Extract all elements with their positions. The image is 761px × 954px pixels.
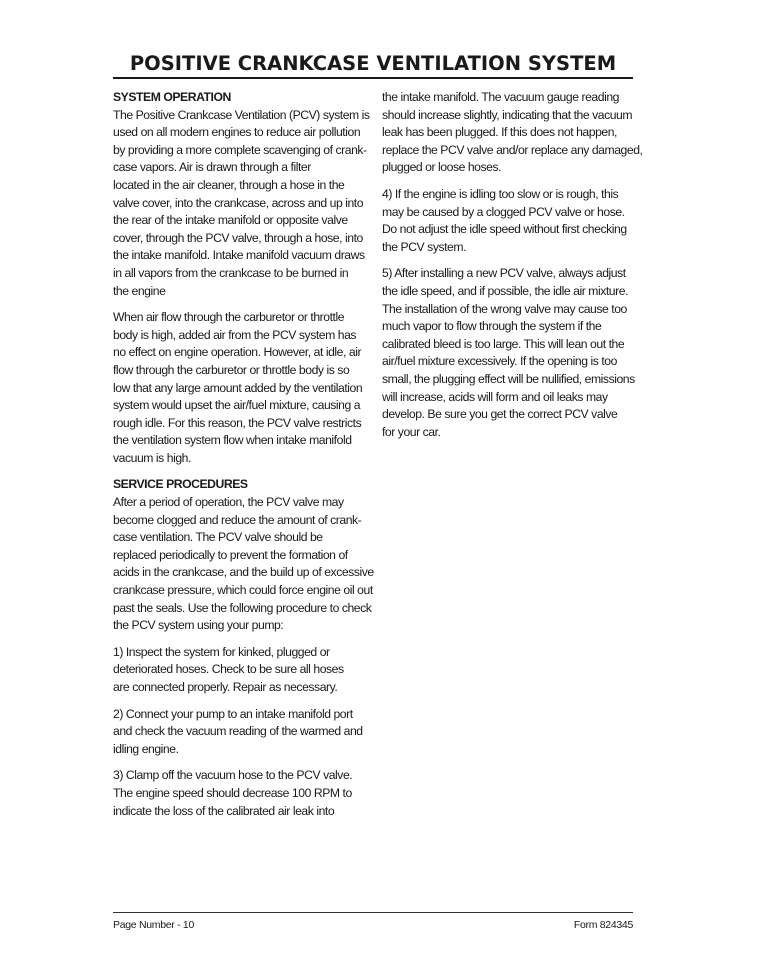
text-line: the engine (113, 283, 166, 298)
text-line: body is high, added air from the PCV system has (113, 327, 357, 342)
step-2 (113, 706, 363, 759)
text-line: indicate the loss of the calibrated air leak into (113, 803, 335, 818)
text-line: air/fuel mixture excessively. If the opening is too (382, 354, 617, 369)
text-line: are connected properly. Repair as necessary. (113, 680, 338, 694)
text-line: in all vapors from the crankcase to be burned in (113, 265, 349, 280)
text-line: After a period of operation, the PCV valve may (113, 495, 344, 510)
page-title: POSITIVE CRANKCASE VENTILATION SYSTEM (129, 52, 617, 75)
text-line: rough idle. For this reason, the PCV valve restricts (113, 415, 362, 430)
text-line: The engine speed should decrease 100 RPM to (113, 785, 352, 800)
text-line: located in the air cleaner, through a hose in the (113, 177, 345, 192)
text-line: 2) Connect your pump to an intake manifold port (113, 706, 353, 721)
text-line: idling engine. (113, 741, 179, 756)
paragraph-service-intro (113, 494, 374, 635)
text-line: Do not adjust the idle speed without first checking (382, 222, 627, 237)
title-rule (113, 77, 633, 79)
step-3 (113, 767, 363, 820)
text-line: valve cover, into the crankcase, across and up into (113, 195, 364, 210)
text-line: past the seals. Use the following procedure to check (113, 600, 372, 615)
text-line: The Positive Crankcase Ventilation (PCV) system is (113, 107, 370, 122)
text-line: plugged or loose hoses. (382, 160, 502, 175)
heading-service-procedures: SERVICE PROCEDURES (113, 477, 248, 492)
text-line: The installation of the wrong valve may cause too (382, 301, 627, 316)
text-line: case vapors. Air is drawn through a filter (113, 160, 311, 175)
text-line: the rear of the intake manifold or opposite valve (113, 213, 348, 228)
text-line: the PCV system using your pump: (113, 618, 284, 633)
text-line: leak has been plugged. If this does not happen, (382, 125, 617, 140)
text-line: by providing a more complete scavenging of crank- (113, 142, 367, 157)
step-5 (382, 265, 634, 441)
right-column (382, 89, 643, 450)
text-line: the PCV system. (382, 239, 467, 254)
text-line: small, the plugging effect will be nullified, emissions (382, 371, 635, 386)
text-line: cover, through the PCV valve, through a hose, into (113, 230, 363, 245)
footer-rule (113, 912, 633, 913)
text-line: no effect on engine operation. However, at idle, air (113, 345, 362, 360)
text-line: may be caused by a clogged PCV valve or hose. (382, 204, 625, 219)
text-line: develop. Be sure you get the correct PCV valve (382, 407, 618, 422)
text-line: will increase, acids will form and oil leaks may (382, 389, 608, 404)
text-line: become clogged and reduce the amount of crank- (113, 512, 362, 527)
paragraph-operation-1 (113, 107, 370, 301)
text-line: much vapor to flow through the system if the (382, 319, 602, 334)
heading-system-operation: SYSTEM OPERATION (113, 90, 231, 104)
text-line: 5) After installing a new PCV valve, always adjust (382, 266, 626, 281)
step-1 (113, 644, 363, 697)
text-line: replace the PCV valve and/or replace any damaged, (382, 142, 643, 157)
text-line: 4) If the engine is idling too slow or is rough, this (382, 186, 619, 201)
page-number: Page Number - 10 (113, 919, 194, 931)
text-line: the idle speed, and if possible, the idle air mixture. (382, 283, 629, 298)
text-line: flow through the carburetor or throttle body is so (113, 362, 350, 377)
text-line: calibrated bleed is too large. This will lean out the (382, 336, 625, 351)
step-4 (382, 186, 634, 256)
text-line: system would upset the air/fuel mixture, causing a (113, 398, 361, 413)
left-column (113, 89, 374, 829)
text-line: acids in the crankcase, and the build up of excessive (113, 565, 374, 580)
text-line: 1) Inspect the system for kinked, plugged or (113, 644, 330, 659)
text-line: crankcase pressure, which could force engine oil out (113, 583, 373, 598)
text-line: should increase slightly, indicating that the vacuum (382, 107, 633, 122)
text-line: and check the vacuum reading of the warmed and (113, 724, 363, 739)
text-line: When air flow through the carburetor or throttle (113, 310, 345, 325)
text-line: the ventilation system flow when intake manifold (113, 433, 352, 448)
paragraph-operation-2 (113, 309, 363, 467)
text-line: deteriorated hoses. Check to be sure all hoses (113, 662, 344, 677)
text-line: low that any large amount added by the ventilation (113, 380, 363, 395)
form-number: Form 824345 (573, 919, 633, 931)
text-line: for your car. (382, 424, 441, 439)
step-3-continued (382, 89, 643, 177)
text-line: the intake manifold. The vacuum gauge reading (382, 90, 619, 104)
text-line: used on all modern engines to reduce air pollution (113, 125, 361, 140)
text-line: case ventilation. The PCV valve should be (113, 530, 323, 545)
text-line: 3) Clamp off the vacuum hose to the PCV valve. (113, 768, 353, 783)
text-line: replaced periodically to prevent the formation of (113, 547, 348, 562)
text-line: the intake manifold. Intake manifold vacuum draws (113, 248, 365, 263)
text-line: vacuum is high. (113, 450, 191, 465)
